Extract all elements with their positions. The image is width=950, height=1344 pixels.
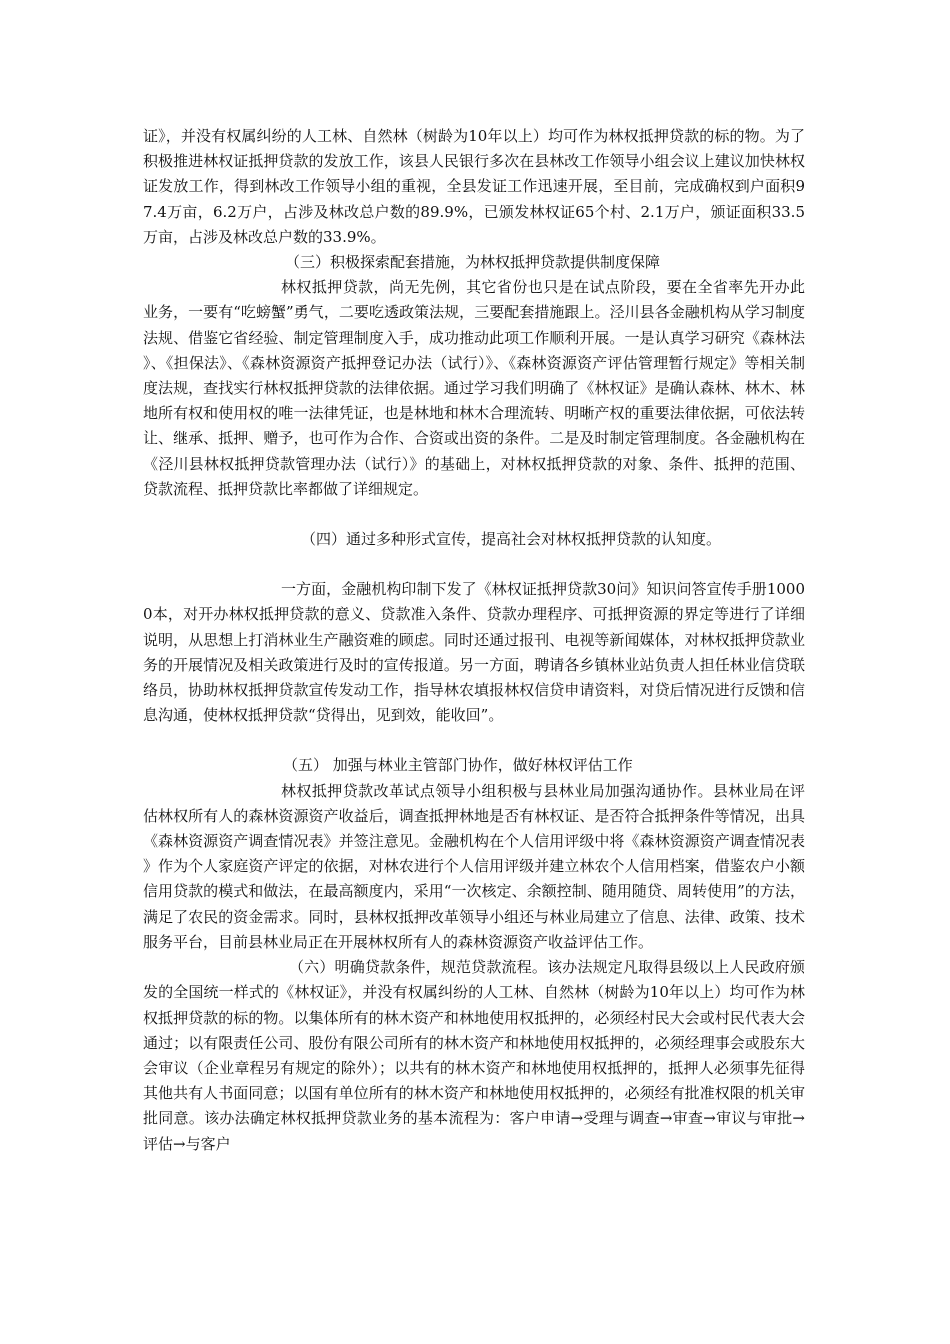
section-heading-4: （四）通过多种形式宣传，提高社会对林权抵押贷款的认知度。 <box>301 530 722 549</box>
document-body <box>143 124 805 1157</box>
paragraph-loan-conditions: （六）明确贷款条件，规范贷款流程。该办法规定凡取得县级以上人民政府颁发的全国统一样式的《林权证》，并没有权属纠纷的人工林、自然林（树龄为10年以上）均可作为林权抵押贷款的标的物。以集体所有的林木资产和林地使用权抵押的，必须经村民大会或村民代表大会通过；以有限责任公司、股份有限公司所有的林木资产和林地使用权抵押的，必须经理事会或股东大会审议（企业章程另有规定的除外）；以共有的林木资产和林地使用权抵押的，抵押人必须事先征得其他共有人书面同意；以国有单位所有的林木资产和林地使用权抵押的，必须经有批准权限的机关审批同意。该办法确定林权抵押贷款业务的基本流程为：客户申请→受理与调查→审查→审议与审批→评估→与客户 <box>143 958 805 1153</box>
paragraph-supporting-measures: 林权抵押贷款，尚无先例，其它省份也只是在试点阶段，要在全省率先开办此业务，一要有“吃螃蟹”勇气，二要吃透政策法规，三要配套措施跟上。泾川县各金融机构从学习制度法规、借鉴它省经验、制定管理制度入手，成功推动此项工作顺利开展。一是认真学习研究《森林法》、《担保法》、《森林资源资产抵押登记办法（试行）》、《森林资源资产评估管理暂行规定》等相关制度法规，查找实行林权抵押贷款的法律依据。通过学习我们明确了《林权证》是确认森林、林木、林地所有权和使用权的唯一法律凭证，也是林地和林木合理流转、明晰产权的重要法律依据，可依法转让、继承、抵押、赠予，也可作为合作、合资或出资的条件。二是及时制定管理制度。各金融机构在《泾川县林权抵押贷款管理办法（试行）》的基础上，对林权抵押贷款的对象、条件、抵押的范围、贷款流程、抵押贷款比率都做了详细规定。 <box>143 278 805 498</box>
paragraph-forest-certificate-progress: 证》，并没有权属纠纷的人工林、自然林（树龄为10年以上）均可作为林权抵押贷款的标的物。为了积极推进林权证抵押贷款的发放工作，该县人民银行多次在县林改工作领导小组会议上建议加快林权证发放工作，得到林改工作领导小组的重视，全县发证工作迅速开展，至目前，完成确权到户面积97.4万亩，6.2万户，占涉及林改总户数的89.9%，已颁发林权证65个村、2.1万户，颁证面积33.5万亩，占涉及林改总户数的33.9%。 <box>143 127 805 246</box>
section-heading-3: （三）积极探索配套措施，为林权抵押贷款提供制度保障 <box>285 253 661 272</box>
section-heading-5: （五） 加强与林业主管部门协作，做好林权评估工作 <box>283 756 633 775</box>
paragraph-forestry-cooperation: 林权抵押贷款改革试点领导小组积极与县林业局加强沟通协作。县林业局在评估林权所有人的森林资源资产收益后，调查抵押林地是否有林权证、是否符合抵押条件等情况，出具《森林资源资产调查情况表》并签注意见。金融机构在个人信用评级中将《森林资源资产调查情况表》作为个人家庭资产评定的依据，对林农进行个人信用评级并建立林农个人信用档案，借鉴农户小额信用贷款的模式和做法，在最高额度内，采用“一次核定、余额控制、随用随贷、周转使用”的方法，满足了农民的资金需求。同时，县林权抵押改革领导小组还与林业局建立了信息、法律、政策、技术服务平台，目前县林业局正在开展林权所有人的森林资源资产收益评估工作。 <box>143 781 805 951</box>
paragraph-publicity: 一方面，金融机构印制下发了《林权证抵押贷款30问》知识问答宣传手册10000本，对开办林权抵押贷款的意义、贷款准入条件、贷款办理程序、可抵押资源的界定等进行了详细说明，从思想上打消林业生产融资难的顾虑。同时还通过报刊、电视等新闻媒体，对林权抵押贷款业务的开展情况及相关政策进行及时的宣传报道。另一方面，聘请各乡镇林业站负责人担任林业信贷联络员，协助林权抵押贷款宣传发动工作，指导林农填报林权信贷申请资料，对贷后情况进行反馈和信息沟通，使林权抵押贷款“贷得出，见到效，能收回”。 <box>143 580 805 725</box>
